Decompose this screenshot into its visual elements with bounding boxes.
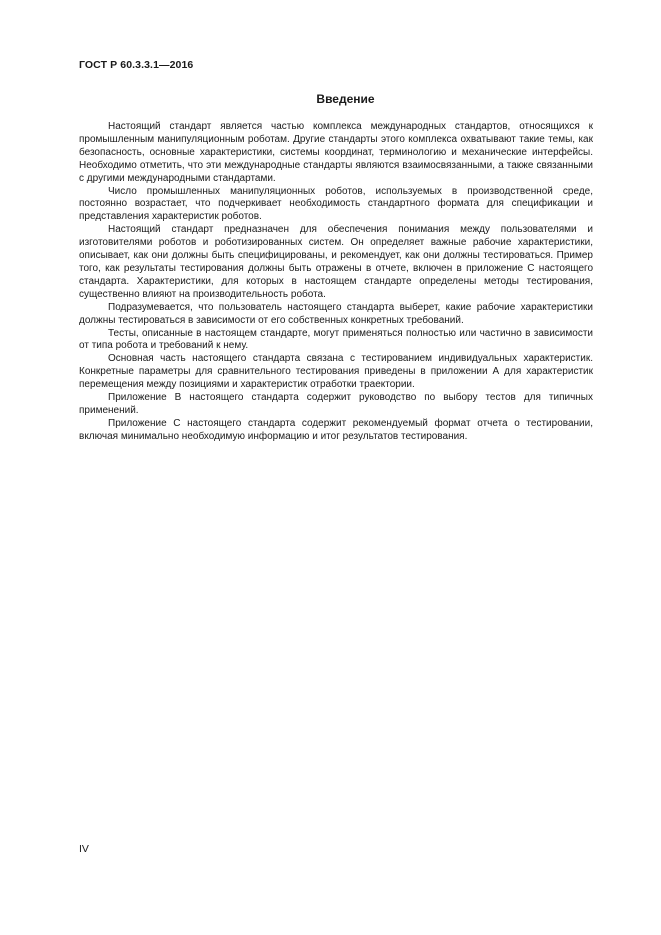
paragraph: Число промышленных манипуляционных роботов, используемых в производственной среде, постоянно возрастает, что подчеркивает необходимость стандартного формата для спецификации и представления характеристик роботов. [79, 185, 593, 223]
page-number: IV [79, 843, 89, 855]
section-title: Введение [316, 92, 375, 106]
paragraph: Основная часть настоящего стандарта связана с тестированием индивидуальных характеристик. Конкретные параметры для сравнительного тестирования приведены в приложении А для характеристик перемещения между позициями и характеристик отработки траектории. [79, 353, 593, 391]
paragraph: Приложение С настоящего стандарта содержит рекомендуемый формат отчета о тестировании, включая минимально необходимую информацию и итог результатов тестирования. [79, 417, 593, 442]
paragraph: Подразумевается, что пользователь настоящего стандарта выберет, какие рабочие характеристики должны тестироваться в зависимости от его собственных конкретных требований. [79, 301, 593, 326]
paragraph: Настоящий стандарт предназначен для обеспечения понимания между пользователями и изготовителями роботов и роботизированных систем. Он определяет важные рабочие характеристики, описывает, как они должны быть специфицированы, и рекомендует, как они должны тестироваться. Пример того, как результаты тестирования должны быть отражены в отчете, включен в приложение С настоящего стандарта. Характеристики, для которых в настоящем стандарте определены методы тестирования, существенно влияют на производительность робота. [79, 224, 593, 300]
paragraph: Тесты, описанные в настоящем стандарте, могут применяться полностью или частично в зависимости от типа робота и требований к нему. [79, 327, 593, 352]
body-text [79, 121, 593, 444]
paragraph: Приложение В настоящего стандарта содержит руководство по выбору тестов для типичных применений. [79, 392, 593, 416]
paragraph: Настоящий стандарт является частью комплекса международных стандартов, относящихся к промышленным манипуляционным роботам. Другие стандарты этого комплекса охватывают такие темы, как безопасность, основные характеристики, системы координат, терминологию и механические интерфейсы. Необходимо отметить, что эти международные стандарты являются взаимосвязанными, а также связанными с другими международными стандартами. [79, 121, 593, 184]
document-header: ГОСТ Р 60.3.3.1—2016 [79, 59, 194, 71]
